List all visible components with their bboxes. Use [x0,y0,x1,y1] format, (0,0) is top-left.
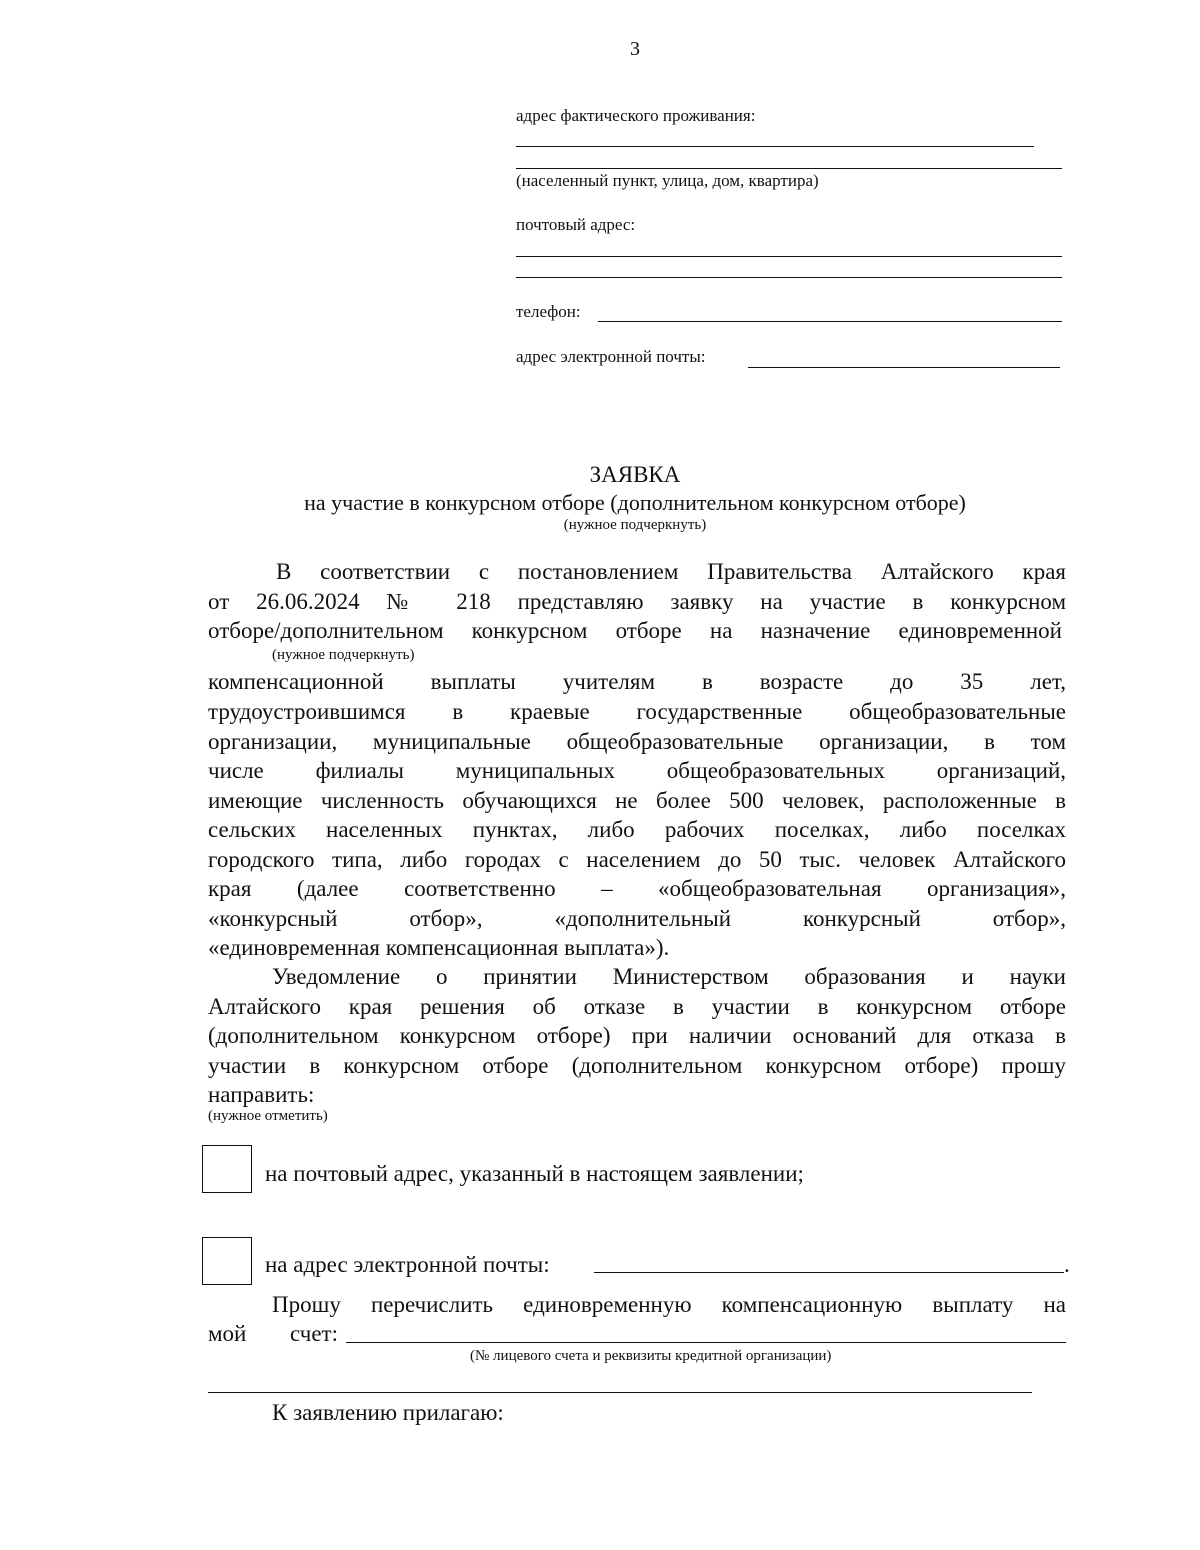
paragraph1-line2: от 26.06.2024 № 218 представляю заявку на участие в конкурсном [208,589,1066,614]
paragraph1-line7: числе филиалы муниципальных общеобразовательных организаций, [208,758,1066,783]
paragraph1-line12: «конкурсный отбор», «дополнительный конкурсный отбор», [208,906,1066,931]
payment-account: счет: [290,1321,338,1346]
account-line-2[interactable] [208,1392,1032,1393]
phone-label: телефон: [516,302,581,321]
paragraph1-line8: имеющие численность обучающихся не более 500 человек, расположенные в [208,788,1066,813]
actual-address-line-2[interactable] [516,168,1062,169]
paragraph1-line9: сельских населенных пунктах, либо рабочих поселках, либо поселках [208,817,1066,842]
attachments-label: К заявлению прилагаю: [272,1400,504,1425]
paragraph1-line3: отборе/дополнительном конкурсном отборе на назначение единовременной [208,618,1062,643]
paragraph1-line13: «единовременная компенсационная выплата»). [208,935,670,960]
paragraph2-hint: (нужное отметить) [208,1108,328,1124]
postal-option-label: на почтовый адрес, указанный в настоящем заявлении; [265,1161,804,1186]
email-option-end: . [1064,1252,1070,1277]
paragraph2-line1: Уведомление о принятии Министерством образования и науки [272,964,1066,989]
option-email-line[interactable] [594,1272,1064,1273]
paragraph1-line10: городского типа, либо городах с населением до 50 тыс. человек Алтайского [208,847,1066,872]
postal-address-label: почтовый адрес: [516,215,636,234]
email-option-label: на адрес электронной почты: [265,1252,550,1277]
phone-line[interactable] [598,321,1062,322]
actual-address-line-1[interactable] [516,146,1034,147]
paragraph1-line11: края (далее соответственно – «общеобразовательная организация», [208,876,1066,901]
document-title: ЗАЯВКА [589,462,681,487]
paragraph1-line1: В соответствии с постановлением Правительства Алтайского края [276,559,1066,584]
payment-line1: Прошу перечислить единовременную компенсационную выплату на [272,1292,1066,1317]
document-subtitle: на участие в конкурсном отборе (дополнительном конкурсном отборе) [304,490,966,515]
paragraph1-hint: (нужное подчеркнуть) [272,647,415,663]
paragraph2-line5: направить: [208,1082,315,1107]
paragraph2-line4: участии в конкурсном отборе (дополнительном конкурсном отборе) прошу [208,1053,1066,1078]
postal-checkbox[interactable] [202,1145,252,1193]
paragraph1-line6: организации, муниципальные общеобразовательные организации, в том [208,729,1066,754]
paragraph1-line5: трудоустроившимся в краевые государственные общеобразовательные [208,699,1066,724]
address-hint: (населенный пункт, улица, дом, квартира) [516,171,819,190]
account-line[interactable] [346,1342,1066,1343]
postal-address-line-1[interactable] [516,256,1062,257]
postal-address-line-2[interactable] [516,277,1062,278]
paragraph1-line4: компенсационной выплаты учителям в возрасте до 35 лет, [208,669,1066,694]
paragraph2-line2: Алтайского края решения об отказе в участии в конкурсном отборе [208,994,1066,1019]
paragraph2-line3: (дополнительном конкурсном отборе) при наличии оснований для отказа в [208,1023,1066,1048]
subtitle-hint: (нужное подчеркнуть) [563,517,707,533]
page-number: 3 [630,38,640,60]
account-hint: (№ лицевого счета и реквизиты кредитной организации) [470,1348,832,1364]
actual-address-label: адрес фактического проживания: [516,106,756,125]
email-label: адрес электронной почты: [516,347,706,366]
email-checkbox[interactable] [202,1237,252,1285]
payment-my: мой [208,1321,247,1346]
email-line[interactable] [748,367,1060,368]
